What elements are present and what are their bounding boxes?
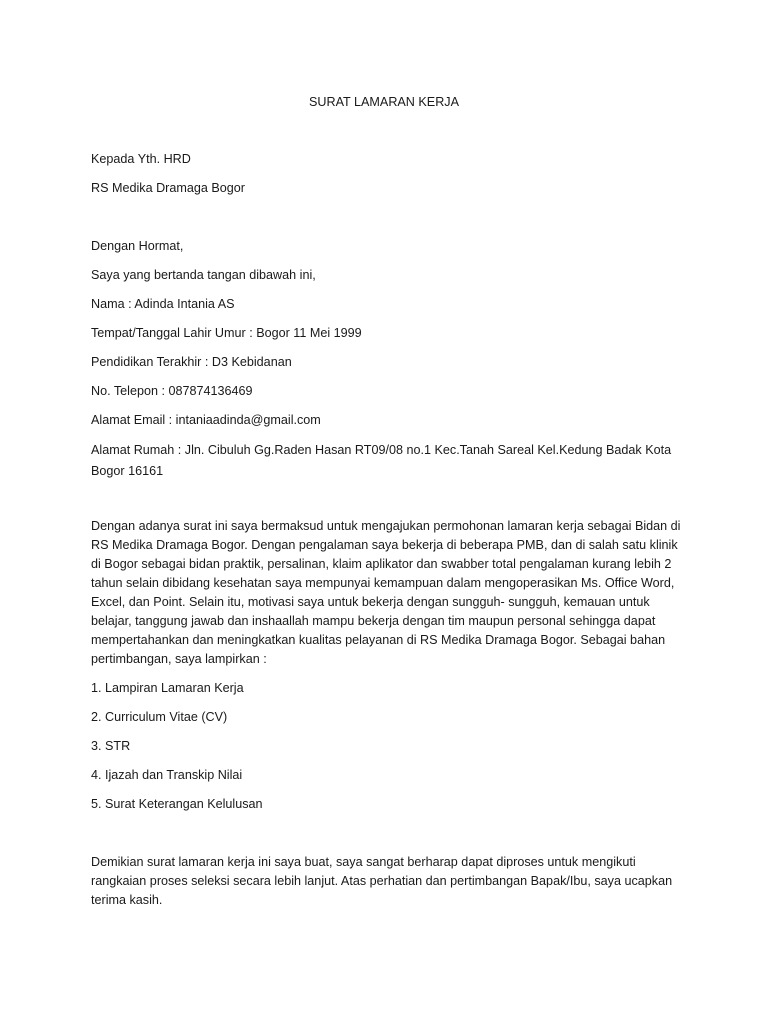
attachment-item: 1. Lampiran Lamaran Kerja (91, 681, 244, 695)
attachment-item: 3. STR (91, 739, 131, 753)
body-paragraph (91, 517, 680, 669)
attachment-item: 5. Surat Keterangan Kelulusan (91, 797, 263, 811)
intro-line: Saya yang bertanda tangan dibawah ini, (91, 268, 316, 282)
attachment-item: 2. Curriculum Vitae (CV) (91, 710, 228, 724)
alamat-line: Alamat Rumah : Jln. Cibuluh Gg.Raden Hasan RT09/08 no.1 Kec.Tanah Sareal Kel.Kedung Badak Kota (91, 443, 672, 457)
closing-line: terima kasih. (91, 893, 163, 907)
body-line: belajar, tanggung jawab dan inshaallah mampu bekerja dengan tim maupun personal sehingga dapat (91, 614, 656, 628)
recipient-line-1: Kepada Yth. HRD (91, 152, 191, 166)
body-line: pertimbangan, saya lampirkan : (91, 652, 267, 666)
body-line: mempertahankan dan meningkatkan kualitas pelayanan di RS Medika Dramaga Bogor. Sebagai bahan (91, 633, 666, 647)
detail-pendidikan: Pendidikan Terakhir : D3 Kebidanan (91, 355, 292, 369)
letter-title: SURAT LAMARAN KERJA (309, 95, 459, 109)
body-line: Dengan adanya surat ini saya bermaksud untuk mengajukan permohonan lamaran kerja sebagai Bidan di (91, 519, 681, 533)
body-line: RS Medika Dramaga Bogor. Dengan pengalaman saya bekerja di beberapa PMB, dan di salah satu klinik (91, 538, 678, 552)
closing-paragraph (91, 853, 672, 910)
recipient-line-2: RS Medika Dramaga Bogor (91, 181, 245, 195)
closing-line: rangkaian proses seleksi secara lebih lanjut. Atas perhatian dan pertimbangan Bapak/Ibu, saya ucapkan (91, 874, 673, 888)
body-line: Excel, dan Point. Selain itu, motivasi saya untuk bekerja dengan sungguh- sungguh, kemauan untuk (91, 595, 650, 609)
detail-telepon: No. Telepon : 087874136469 (91, 384, 253, 398)
body-line: di Bogor sebagai bidan praktik, persalinan, klaim aplikator dan swabber total pengalaman kurang lebih 2 (91, 557, 672, 571)
detail-alamat (91, 440, 671, 482)
body-line: tahun selain dibidang kesehatan saya mempunyai kemampuan dalam mengoperasikan Ms. Office Word, (91, 576, 675, 590)
detail-ttl: Tempat/Tanggal Lahir Umur : Bogor 11 Mei 1999 (91, 326, 362, 340)
detail-email: Alamat Email : intaniaadinda@gmail.com (91, 413, 321, 427)
closing-line: Demikian surat lamaran kerja ini saya buat, saya sangat berharap dapat diproses untuk mengikuti (91, 855, 636, 869)
detail-nama: Nama : Adinda Intania AS (91, 297, 235, 311)
alamat-line: Bogor 16161 (91, 464, 164, 478)
salutation: Dengan Hormat, (91, 239, 184, 253)
attachment-item: 4. Ijazah dan Transkip Nilai (91, 768, 243, 782)
